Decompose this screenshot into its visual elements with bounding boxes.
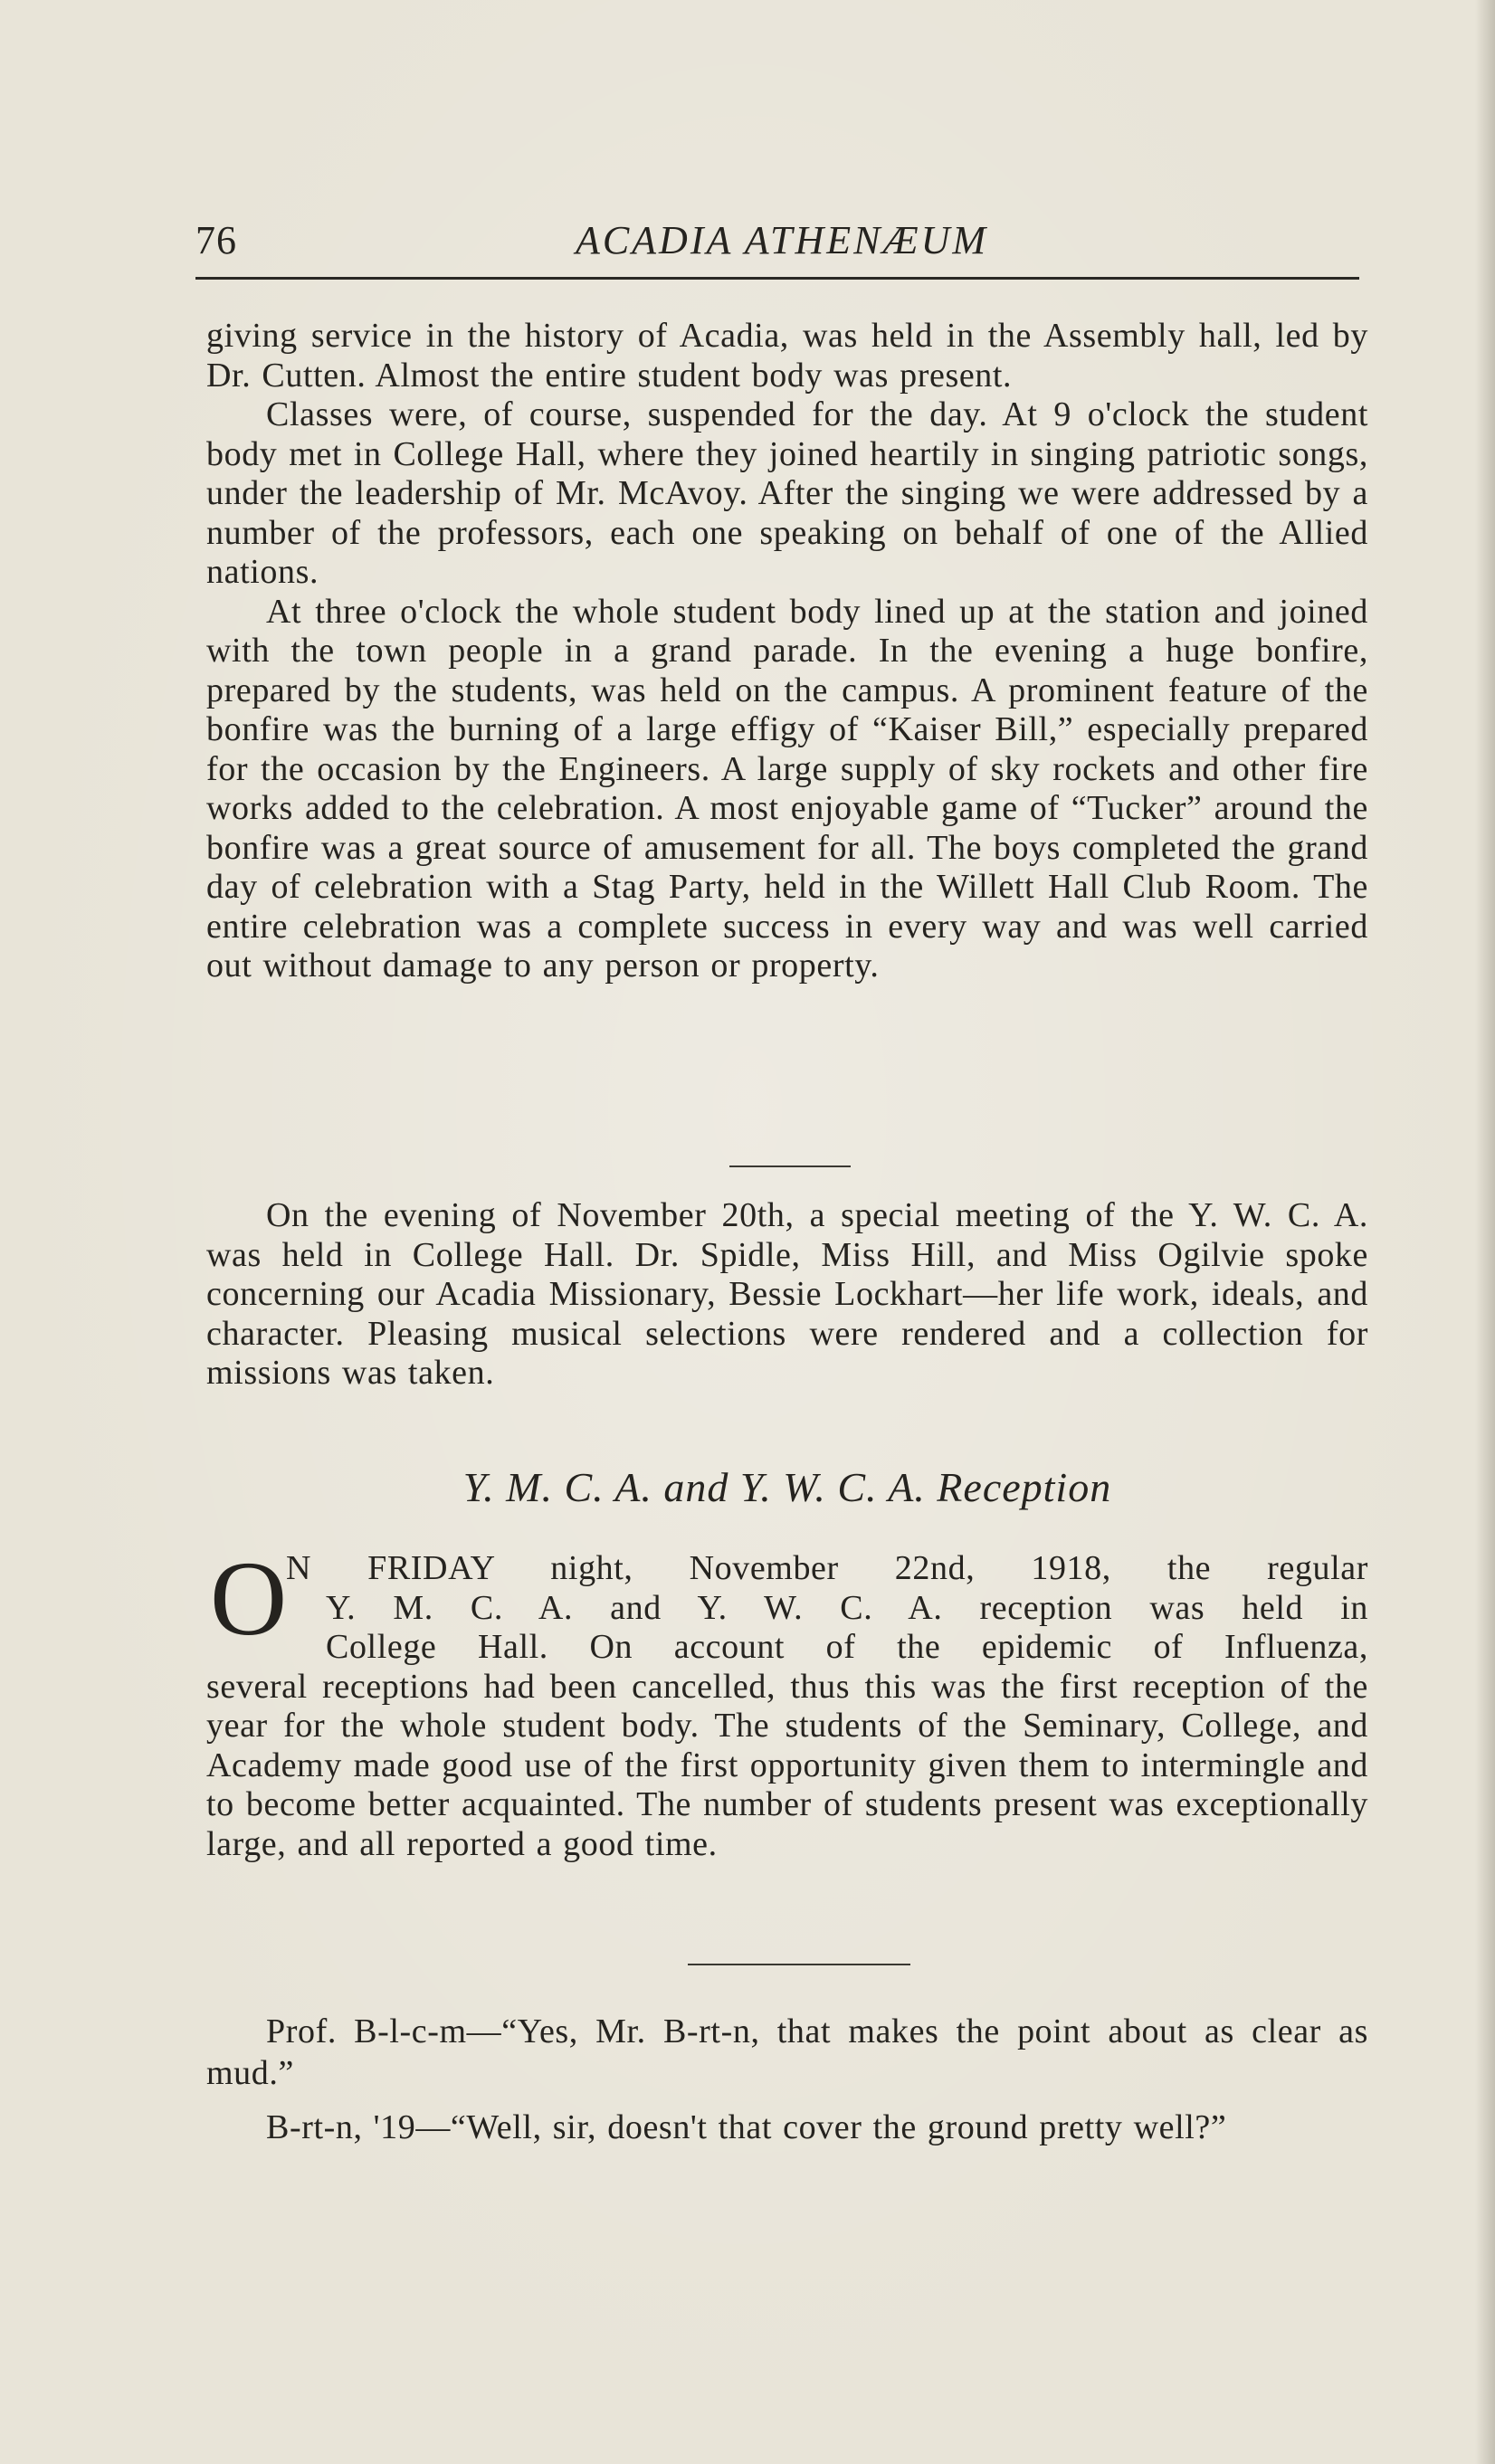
journal-title: ACADIA ATHENÆUM — [575, 218, 989, 262]
reception-heading: Y. M. C. A. and Y. W. C. A. Reception — [462, 1464, 1112, 1510]
joke-line-prof: Prof. B-l-c-m—“Yes, Mr. B-rt-n, that makes the point about as clear as mud.” — [206, 2012, 1368, 2092]
running-head — [195, 214, 1359, 268]
reception-article — [206, 1549, 1368, 1864]
header-rule — [195, 277, 1359, 280]
jokes-section — [206, 2011, 1368, 2148]
paragraph-ywca-meeting: On the evening of November 20th, a special meeting of the Y. W. C. A. was held in College Hall. Dr. Spidle, Miss Hill, and Miss Ogilvie spoke concerning our Acadia Missionary, Bessie Lockhart—her life work, ideals, and character. Pleasing musical selections were rendered and a collection for missions was taken. — [206, 1196, 1368, 1392]
ywca-meeting-note — [206, 1196, 1368, 1394]
page-number: 76 — [195, 218, 237, 262]
reception-line-2: Y. M. C. A. and Y. W. C. A. reception was held in — [326, 1588, 1368, 1627]
paragraph-parade-bonfire: At three o'clock the whole student body lined up at the station and joined with the town people in a grand parade. In the evening a huge bonfire, prepared by the students, was held on the campus. A prominent feature of the bonfire was the burning of a large effigy of “Kaiser Bill,” especially prepared for the occasion by the Engineers. A large supply of sky rockets and other fire works added to the celebration. A most enjoyable game of “Tucker” around the bonfire was a great source of amusement for all. The boys completed the grand day of celebration with a Stag Party, held in the Willett Hall Club Room. The entire celebration was a complete success in every way and was well carried out without damage to any person or property. — [206, 592, 1368, 985]
paragraph-continued: giving service in the history of Acadia, was held in the Assembly hall, led by Dr. Cutten. Almost the entire student body was present. — [206, 317, 1368, 395]
reception-paragraph-rest: several receptions had been cancelled, thus this was the first reception of the year for the whole student body. The students of the Seminary, College, and Academy made good use of the first opportunity given them to intermingle and to become better acquainted. The number of students present was exceptionally large, and all reported a good time. — [206, 1667, 1368, 1863]
joke-line-student: B-rt-n, '19—“Well, sir, doesn't that cover the ground pretty well?” — [266, 2108, 1227, 2146]
drop-cap-letter: O — [210, 1539, 288, 1658]
page-edge-shadow — [1475, 0, 1495, 2464]
separator-rule — [688, 1964, 910, 1965]
separator-dash — [729, 1165, 851, 1167]
continuation-article — [206, 317, 1368, 986]
reception-line-1: N FRIDAY night, November 22nd, 1918, the regular — [286, 1549, 1368, 1587]
reception-line-3: College Hall. On account of the epidemic of Influenza, — [326, 1628, 1368, 1666]
paragraph-classes-suspended: Classes were, of course, suspended for the day. At 9 o'clock the student body met in College Hall, where they joined heartily in singing patriotic songs, under the leadership of Mr. McAvoy. After the singing we were addressed by a number of the professors, each one speaking on behalf of one of the Allied nations. — [206, 395, 1368, 591]
